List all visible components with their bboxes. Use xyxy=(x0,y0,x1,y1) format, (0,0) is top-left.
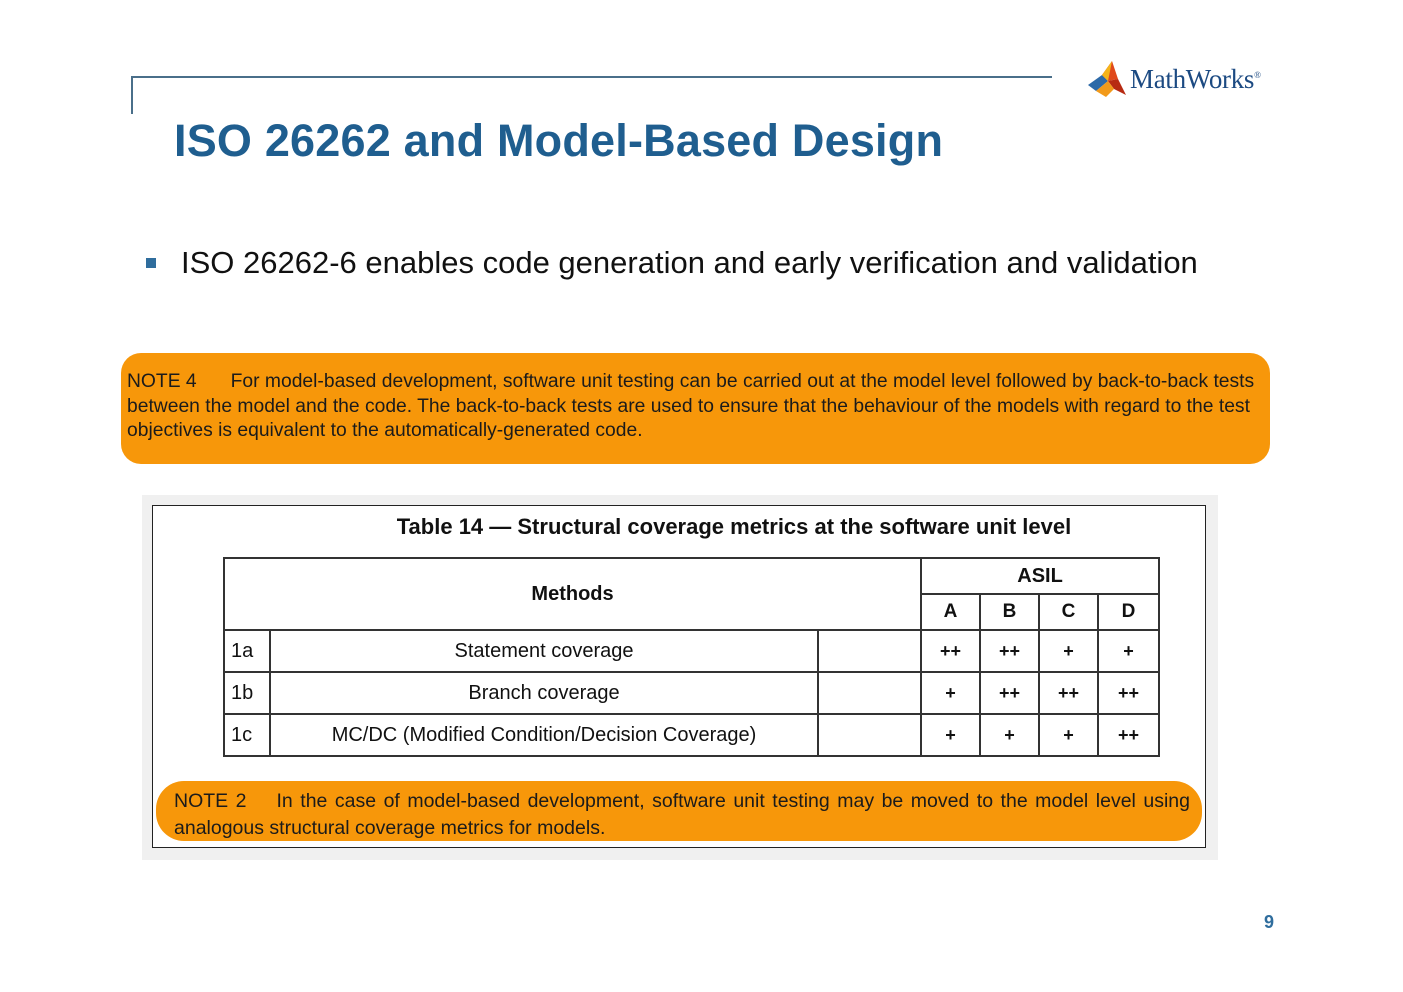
asil-c-mark: + xyxy=(1039,630,1098,672)
asil-c-mark: ++ xyxy=(1039,672,1098,714)
mathworks-membrane-icon xyxy=(1086,59,1128,99)
note4-paragraph xyxy=(127,370,1262,444)
header-rule-horizontal xyxy=(131,76,1052,78)
table-excerpt-frame xyxy=(152,505,1206,848)
asil-d-header: D xyxy=(1098,594,1159,630)
row-id: 1b xyxy=(224,672,270,714)
asil-b-mark: + xyxy=(980,714,1039,756)
note4-text: For model-based development, software unit testing can be carried out at the model level followed by back-to-back tests between the model and the code. The back-to-back tests are used to ensure that the behaviour of the models with regard to the test objectives is equivalent to the automatically-generated code. xyxy=(127,371,1255,441)
asil-d-mark: ++ xyxy=(1098,714,1159,756)
row-id: 1c xyxy=(224,714,270,756)
table-header-row xyxy=(224,558,1159,594)
bullet-text: ISO 26262-6 enables code generation and early verification and validation xyxy=(181,245,1198,280)
row-method: MC/DC (Modified Condition/Decision Coverage) xyxy=(270,714,818,756)
note2-callout xyxy=(156,781,1202,841)
mathworks-logo xyxy=(1086,58,1261,100)
coverage-table xyxy=(223,557,1160,757)
row-blank-cell xyxy=(818,714,921,756)
page-number: 9 xyxy=(1264,912,1275,932)
table-row xyxy=(224,630,1159,672)
asil-b-mark: ++ xyxy=(980,630,1039,672)
asil-d-mark: ++ xyxy=(1098,672,1159,714)
trademark-symbol: ® xyxy=(1254,69,1261,80)
asil-c-mark: + xyxy=(1039,714,1098,756)
note4-callout xyxy=(121,353,1270,464)
row-method: Statement coverage xyxy=(270,630,818,672)
row-method: Branch coverage xyxy=(270,672,818,714)
table-row xyxy=(224,672,1159,714)
asil-a-mark: + xyxy=(921,672,980,714)
asil-c-header: C xyxy=(1039,594,1098,630)
asil-d-mark: + xyxy=(1098,630,1159,672)
asil-a-header: A xyxy=(921,594,980,630)
asil-a-mark: + xyxy=(921,714,980,756)
square-bullet-icon xyxy=(146,258,156,268)
slide-title: ISO 26262 and Model-Based Design xyxy=(174,115,944,166)
asil-header: ASIL xyxy=(921,558,1159,594)
bullet-item xyxy=(146,245,1198,281)
note2-text: In the case of model-based development, software unit testing may be moved to the model level using analogous structural coverage metrics for models. xyxy=(174,790,1190,839)
table-title: Table 14 — Structural coverage metrics at the software unit level xyxy=(396,514,1072,539)
row-id: 1a xyxy=(224,630,270,672)
methods-header: Methods xyxy=(224,558,921,630)
asil-a-mark: ++ xyxy=(921,630,980,672)
asil-b-header: B xyxy=(980,594,1039,630)
row-blank-cell xyxy=(818,672,921,714)
note2-paragraph xyxy=(174,788,1190,842)
note4-label: NOTE 4 xyxy=(127,371,197,392)
asil-b-mark: ++ xyxy=(980,672,1039,714)
logo-wordmark: MathWorks® xyxy=(1130,63,1261,94)
row-blank-cell xyxy=(818,630,921,672)
header-rule-vertical xyxy=(131,76,133,114)
table-row xyxy=(224,714,1159,756)
note2-label: NOTE 2 xyxy=(174,790,247,812)
